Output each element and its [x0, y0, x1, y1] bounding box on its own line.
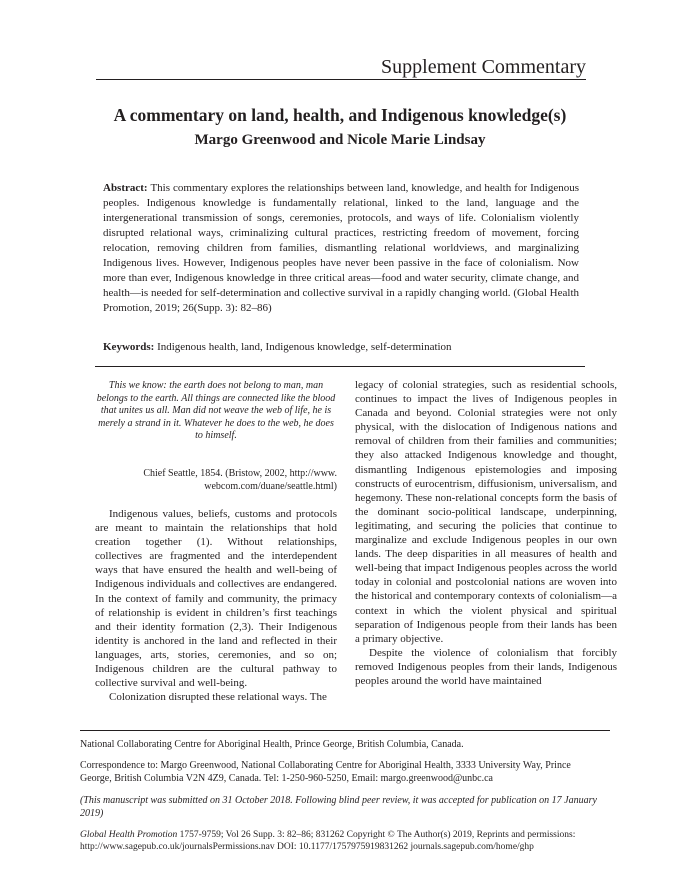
body-paragraph: Indigenous values, beliefs, customs and protocols are meant to maintain the relationships that hold creation together (1). Without relationships, collectives are fragmented and the interdependent ways that have ensured the health and well-being of Indigenous individuals and collectives are endangered. In the context of family and community, the primacy of relationship is evident in children’s first teachings and their identity formation (2,3). Their Indigenous identity is anchored in the land and reflected in their languages, arts, stories, ceremonies, and so on; Indigenous children are the cultural pathway to collective survival and well-being. [95, 507, 337, 690]
abstract-text: This commentary explores the relationships between land, knowledge, and health for Indigenous peoples. Indigenous knowledge is fundamentally relational, linked to the land, language and the intergenerational transmission of songs, ceremonies, protocols, and ways of life. Colonialism violently disrupted relational ways, criminalizing cultural practices, restricting freedom of movement, forcing relocation, removing children from families, dismantling relational worldviews, and marginalizing Indigenous lives. However, Indigenous peoples have never been passive in the face of colonialism. Now more than ever, Indigenous knowledge in three critical areas—food and water security, climate change, and health—is needed for self-determination and collective survival in a rapidly changing world. (Global Health Promotion, 2019; 26(Supp. 3): 82–86) [103, 182, 579, 314]
manuscript-note: (This manuscript was submitted on 31 October 2018. Following blind peer review, it was accepted for publication on 17 January 2019) [80, 795, 597, 819]
body-paragraph: Colonization disrupted these relational ways. The [109, 691, 327, 704]
abstract [103, 181, 579, 316]
epigraph-credit-url: webcom.com/duane/seattle.html) [204, 480, 337, 492]
footer-divider [80, 730, 610, 731]
epigraph-quote: This we know: the earth does not belong to man, man belongs to the earth. All things are connected like the blood that unites us all. Man did not weave the web of life, he is merely a strand in it. Whatever he does to the web, he does to himself. [96, 380, 336, 442]
journal-citation [80, 829, 610, 853]
body-paragraph: Despite the violence of colonialism that forcibly removed Indigenous peoples from their lands, Indigenous peoples around the world have maintained [355, 646, 617, 687]
keywords-label: Keywords: [103, 341, 155, 353]
header-divider [96, 79, 586, 80]
left-column [95, 380, 337, 704]
article-authors: Margo Greenwood and Nicole Marie Lindsay [194, 132, 486, 148]
body-paragraph: legacy of colonial strategies, such as residential schools, continues to impact the lives of Indigenous peoples in Canada and beyond. Colonial strategies were not only physical, with the dislocation of Indigenous nations and removal of children from their families and communities; they also attacked Indigenous knowledge and thought, dismantling Indigenous epistemologies and imposing constructs of eurocentrism, diffusionism, universalism, and hegemony. These non-relational concepts form the basis of the dominant socio-political landscape, underpinning, legitimating, and securing the policies that continue to marginalize and exclude Indigenous peoples in our own lands. The deep disparities in all measures of health and well-being that impact Indigenous peoples across the world today in colonial and postcolonial nations are woven into the historical and contemporary contexts of colonialism—a context in which the violent physical and spiritual separation of Indigenous people from their lands has been a primary objective. [355, 379, 617, 645]
keywords [103, 340, 579, 355]
article-title: A commentary on land, health, and Indigenous knowledge(s) [113, 105, 567, 125]
author-affiliation: National Collaborating Centre for Aboriginal Health, Prince George, British Columbia, Canada. [80, 739, 464, 750]
right-column-body [355, 378, 617, 688]
correspondence: Correspondence to: Margo Greenwood, National Collaborating Centre for Aboriginal Health, 3333 University Way, Prince George, British Columbia V2N 4Z9, Canada. Tel: 1-250-960-5250, Email: margo.greenwood@unbc.ca [80, 760, 571, 784]
right-column [355, 378, 617, 688]
journal-name: Global Health Promotion [80, 830, 178, 840]
abstract-label: Abstract: [103, 182, 148, 194]
epigraph-credit-line: Chief Seattle, 1854. (Bristow, 2002, http://www. [143, 467, 337, 479]
section-divider [95, 366, 585, 367]
left-column-body [95, 507, 337, 704]
epigraph-credit [95, 467, 337, 493]
keywords-text: Indigenous health, land, Indigenous knowledge, self-determination [157, 341, 452, 353]
section-header: Supplement Commentary [381, 56, 586, 78]
citation-details: 1757-9759; Vol 26 Supp. 3: 82–86; 831262 Copyright © The Author(s) 2019, Reprints and permissions: http://www.sagepub.co.uk/journalsPermissions.nav DOI: 10.1177/1757975919831262 journals.sagepub.com/home/ghp [80, 830, 576, 852]
